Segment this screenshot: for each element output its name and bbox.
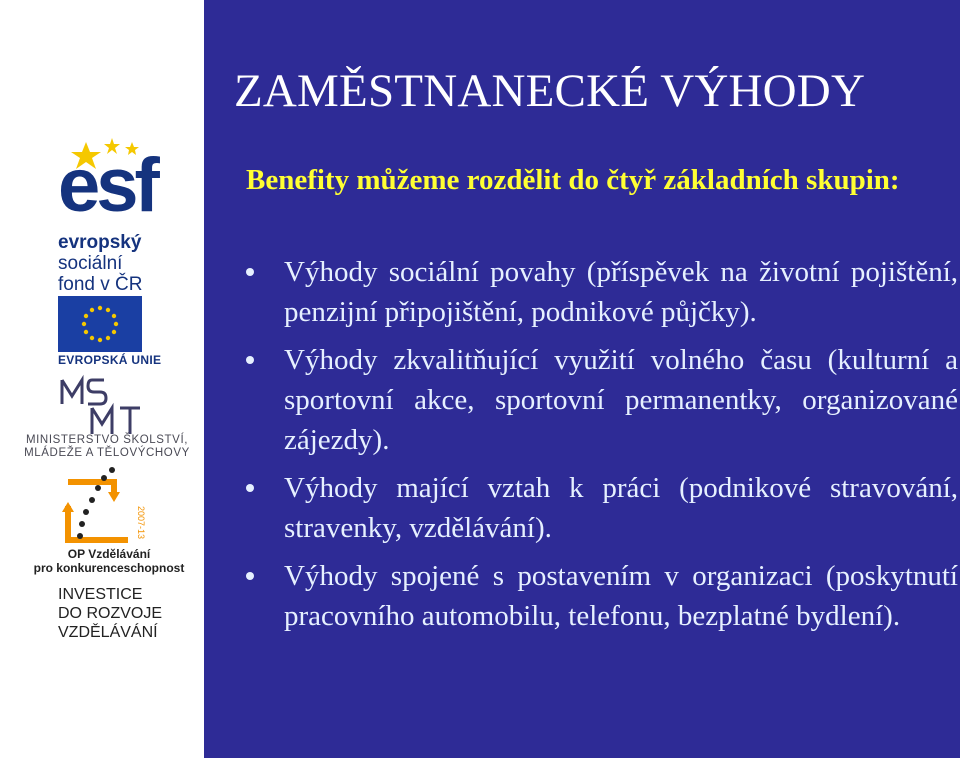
list-item: Výhody zkvalitňující využití volného času (kulturní a sportovní akce, sportovní permanentky, organizované zájezdy). [246,340,958,460]
list-item: Výhody mající vztah k práci (podnikové stravování, stravenky, vzdělávání). [246,468,958,548]
bullet-icon [246,484,254,492]
bullet-icon [246,572,254,580]
list-item: Výhody spojené s postavením v organizaci (poskytnutí pracovního automobilu, telefonu, bezplatné bydlení). [246,556,958,636]
slide-title: ZAMĚSTNANECKÉ VÝHODY [234,65,866,117]
intro-text: Benefity můžeme rozdělit do čtyř základních skupin: [246,164,900,196]
op-caption: OP Vzdělávání pro konkurenceschopnost [33,547,185,575]
slide-content [204,0,960,758]
esf-caption: evropský sociální fond v ČR [58,232,143,295]
esf-wordmark: esf [58,143,156,228]
bullet-icon [246,356,254,364]
logo-sidebar [0,0,204,758]
msmt-logo-icon [58,374,158,438]
op-vzdelavani-logo-icon [58,466,148,546]
list-item: Výhody sociální povahy (příspěvek na životní pojištění, penzijní připojištění, podnikové půjčky). [246,252,958,332]
investice-caption: INVESTICE DO ROZVOJE VZDĚLÁVÁNÍ [58,586,163,641]
op-years-label: 2007-13 [136,506,146,540]
eu-flag-icon [58,296,142,352]
bullet-icon [246,268,254,276]
benefit-list [246,252,958,644]
eu-caption: EVROPSKÁ UNIE [58,353,162,367]
msmt-caption: MINISTERSTVO ŠKOLSTVÍ, MLÁDEŽE A TĚLOVÝCHOVY [24,434,190,459]
